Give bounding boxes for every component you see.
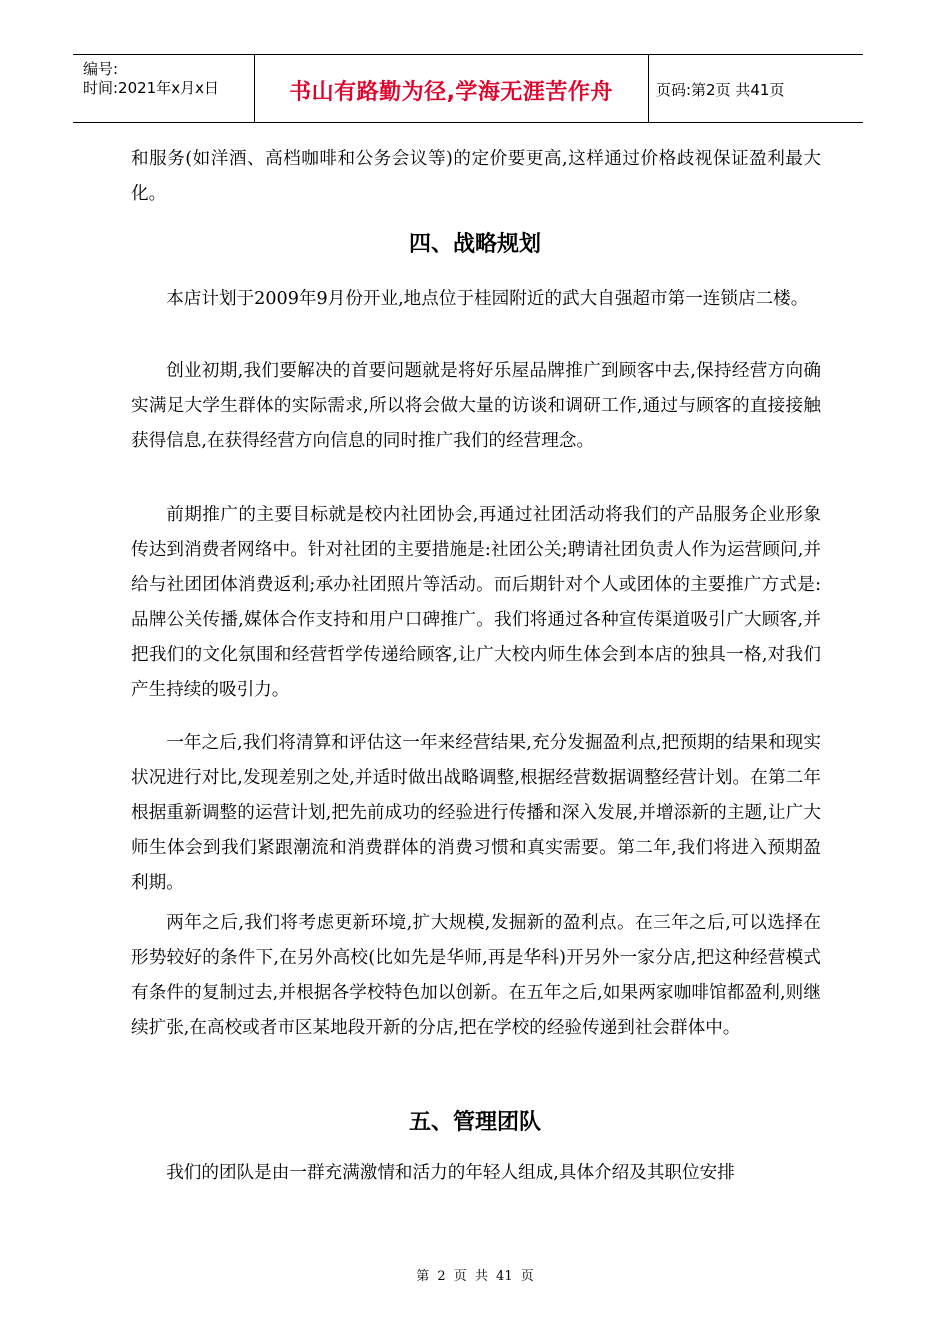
document-number-label: 编号: <box>83 60 119 78</box>
paragraph-first-year: 一年之后,我们将清算和评估这一年来经营结果,充分发掘盈利点,把预期的结果和现实状况进行对比,发现差别之处,并适时做出战略调整,根据经营数据调整经营计划。在第二年根据重新调整的运营计划,把先前成功的经验进行传播和深入发展,并增添新的主题,让广大师生体会到我们紧跟潮流和消费群体的消费习惯和真实需要。第二年,我们将进入预期盈利期。 <box>131 733 821 893</box>
paragraph-promotion: 前期推广的主要目标就是校内社团协会,再通过社团活动将我们的产品服务企业形象传达到消费者网络中。针对社团的主要措施是:社团公关;聘请社团负责人作为运营顾问,并给与社团团体消费返利;承办社团照片等活动。而后期针对个人或团体的主要推广方式是:品牌公关传播,媒体合作支持和用户口碑推广。我们将通过各种宣传渠道吸引广大顾客,并把我们的文化氛围和经营哲学传递给顾客,让广大校内师生体会到本店的独具一格,对我们产生持续的吸引力。 <box>131 505 821 700</box>
paragraph-continued: 和服务(如洋酒、高档咖啡和公务会议等)的定价要更高,这样通过价格歧视保证盈利最大化。 <box>131 149 821 204</box>
header-meta-cell <box>73 55 255 122</box>
header-motto-cell <box>254 55 649 122</box>
page-footer: 第 2 页 共 41 页 <box>416 1269 534 1284</box>
paragraph-expansion: 两年之后,我们将考虑更新环境,扩大规模,发掘新的盈利点。在三年之后,可以选择在形势较好的条件下,在另外高校(比如先是华师,再是华科)开另外一家分店,把这种经营模式有条件的复制过去,并根据各学校特色加以创新。在五年之后,如果两家咖啡馆都盈利,则继续扩张,在高校或者市区某地段开新的分店,把在学校的经验传递到社会群体中。 <box>131 913 821 1038</box>
paragraph-early-stage: 创业初期,我们要解决的首要问题就是将好乐屋品牌推广到顾客中去,保持经营方向确实满足大学生群体的实际需求,所以将会做大量的访谈和调研工作,通过与顾客的直接接触获得信息,在获得经营方向信息的同时推广我们的经营理念。 <box>131 361 821 451</box>
header-page-info: 页码:第2页 共41页 <box>656 81 785 99</box>
page-header <box>73 54 863 123</box>
paragraph-opening-plan: 本店计划于2009年9月份开业,地点位于桂园附近的武大自强超市第一连锁店二楼。 <box>166 289 809 309</box>
paragraph-team-intro: 我们的团队是由一群充满激情和活力的年轻人组成,具体介绍及其职位安排 <box>166 1163 735 1183</box>
section-heading-strategy: 四、战略规划 <box>408 232 541 257</box>
document-time-label: 时间:2021年x月x日 <box>83 79 219 97</box>
section-heading-team: 五、管理团队 <box>408 1110 541 1135</box>
header-page-cell <box>648 55 863 122</box>
header-motto: 书山有路勤为径,学海无涯苦作舟 <box>289 80 613 105</box>
